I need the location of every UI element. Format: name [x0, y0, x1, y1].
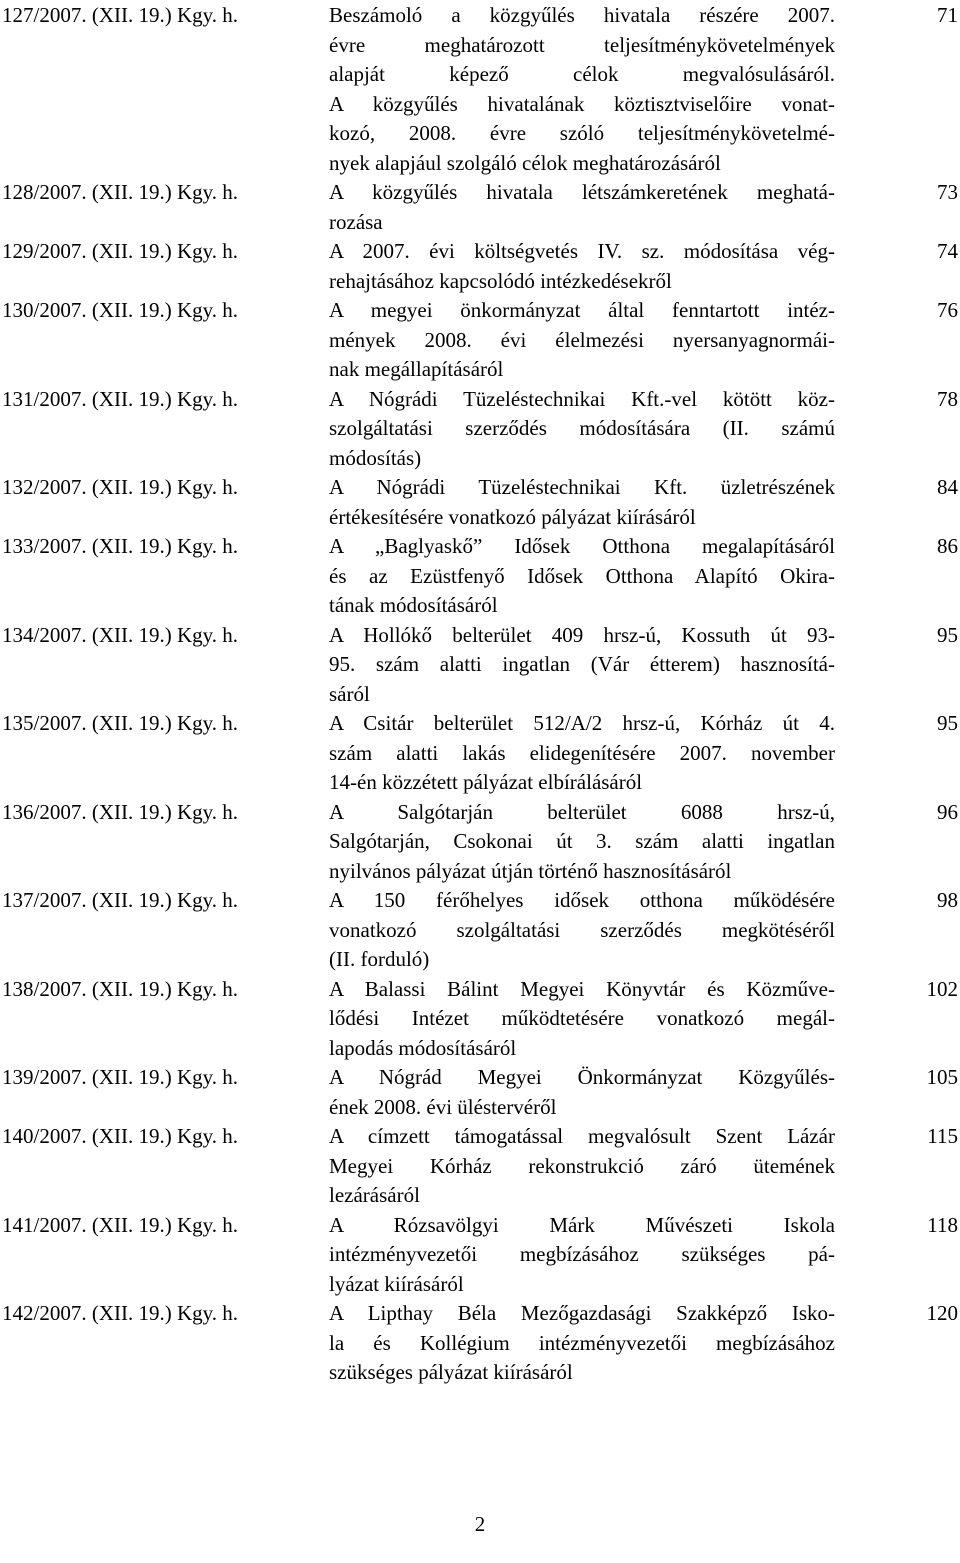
resolution-number: 141/2007. (XII. 19.) Kgy. h. — [2, 1212, 239, 1237]
resolution-number: 130/2007. (XII. 19.) Kgy. h. — [2, 298, 239, 322]
resolution-number: 136/2007. (XII. 19.) Kgy. h. — [2, 799, 239, 824]
title-line: 14-én közzétett pályázat elbírálásáról — [329, 770, 643, 794]
page-reference: 96 — [937, 799, 958, 824]
title-line: ének 2008. évi üléstervéről — [329, 1094, 557, 1119]
resolution-number: 133/2007. (XII. 19.) Kgy. h. — [2, 534, 239, 558]
title-line: rozása — [329, 209, 383, 234]
resolution-title — [329, 798, 835, 887]
resolution-number: 142/2007. (XII. 19.) Kgy. h. — [2, 1301, 239, 1325]
resolution-title — [329, 621, 835, 710]
page-reference: 115 — [927, 1124, 958, 1148]
page-reference: 73 — [937, 180, 958, 204]
title-line: szolgáltatási szerződés módosítására (II. számú — [329, 416, 835, 440]
resolution-title — [329, 1211, 835, 1300]
page-reference: 86 — [937, 534, 958, 558]
title-line: A Csitár belterület 512/A/2 hrsz-ú, Kórház út 4. — [329, 711, 835, 735]
title-line: nak megállapításáról — [329, 357, 504, 381]
page-reference: 118 — [927, 1212, 958, 1237]
page-reference: 120 — [926, 1301, 958, 1325]
page-reference: 95 — [937, 622, 958, 647]
title-line: szám alatti lakás elidegenítésére 2007. november — [329, 740, 835, 765]
title-line: tának módosításáról — [329, 593, 498, 617]
resolution-number: 134/2007. (XII. 19.) Kgy. h. — [2, 622, 239, 647]
title-line: A Hollókő belterület 409 hrsz-ú, Kossuth út 93- — [329, 622, 835, 647]
resolution-number: 132/2007. (XII. 19.) Kgy. h. — [2, 475, 239, 499]
title-line: értékesítésére vonatkozó pályázat kiírásáról — [329, 504, 696, 529]
resolution-number: 139/2007. (XII. 19.) Kgy. h. — [2, 1065, 239, 1089]
title-line: A Lipthay Béla Mezőgazdasági Szakképző Isko- — [329, 1301, 835, 1325]
resolution-title — [329, 1299, 835, 1388]
resolution-title — [329, 178, 835, 237]
title-line: lődési Intézet működtetésére vonatkozó megál- — [329, 1006, 835, 1030]
resolution-number: 138/2007. (XII. 19.) Kgy. h. — [2, 976, 239, 1001]
title-line: intézményvezetői megbízásához szükséges pá- — [329, 1242, 835, 1266]
title-line: A Nógrádi Tüzeléstechnikai Kft.-vel kötött köz- — [329, 386, 835, 411]
page-reference: 74 — [937, 239, 958, 263]
resolution-title — [329, 473, 835, 532]
title-line: Beszámoló a közgyűlés hivatala részére 2007. — [329, 3, 835, 27]
title-line: A Nógrádi Tüzeléstechnikai Kft. üzletrészének — [329, 475, 835, 499]
title-line: 95. szám alatti ingatlan (Vár étterem) hasznosítá- — [329, 652, 835, 676]
resolution-number: 131/2007. (XII. 19.) Kgy. h. — [2, 386, 239, 411]
title-line: lyázat kiírásáról — [329, 1271, 464, 1296]
title-line: lezárásáról — [329, 1183, 420, 1207]
resolution-title — [329, 237, 835, 296]
page-reference: 102 — [926, 976, 958, 1001]
title-line: nyilvános pályázat útján történő hasznosításáról — [329, 858, 732, 883]
title-line: Megyei Kórház rekonstrukció záró ütemének — [329, 1153, 835, 1178]
title-line: kozó, 2008. évre szóló teljesítménykövetelmé- — [329, 121, 835, 145]
title-line: rehajtásához kapcsolódó intézkedésekről — [329, 268, 672, 293]
resolution-title — [329, 1122, 835, 1211]
title-line: évre meghatározott teljesítménykövetelmények — [329, 32, 835, 57]
resolution-title — [329, 385, 835, 474]
resolution-number: 127/2007. (XII. 19.) Kgy. h. — [2, 3, 239, 27]
page-reference: 84 — [937, 475, 958, 499]
title-line: sáról — [329, 681, 370, 706]
resolution-title — [329, 1, 835, 178]
title-line: A 150 férőhelyes idősek otthona működésére — [329, 888, 835, 912]
title-line: nyek alapjául szolgáló célok meghatározásáról — [329, 150, 721, 175]
title-line: A Rózsavölgyi Márk Művészeti Iskola — [329, 1212, 835, 1237]
resolution-number: 135/2007. (XII. 19.) Kgy. h. — [2, 711, 239, 735]
resolution-number: 128/2007. (XII. 19.) Kgy. h. — [2, 180, 239, 204]
title-line: A címzett támogatással megvalósult Szent Lázár — [329, 1124, 835, 1148]
title-line: A megyei önkormányzat által fenntartott intéz- — [329, 298, 835, 322]
page-number: 2 — [474, 1512, 486, 1536]
resolution-number: 137/2007. (XII. 19.) Kgy. h. — [2, 888, 239, 912]
resolution-title — [329, 886, 835, 975]
title-line: A 2007. évi költségvetés IV. sz. módosítása vég- — [329, 239, 835, 263]
page-reference: 95 — [937, 711, 958, 735]
title-line: vonatkozó szolgáltatási szerződés megkötéséről — [329, 917, 835, 942]
title-line: szükséges pályázat kiírásáról — [329, 1360, 573, 1384]
title-line: A Salgótarján belterület 6088 hrsz-ú, — [329, 799, 835, 824]
resolution-title — [329, 1063, 835, 1122]
title-line: lapodás módosításáról — [329, 1035, 517, 1060]
title-line: la és Kollégium intézményvezetői megbízásához — [329, 1330, 835, 1355]
page-reference: 98 — [937, 888, 958, 912]
resolution-title — [329, 532, 835, 621]
resolution-number: 140/2007. (XII. 19.) Kgy. h. — [2, 1124, 239, 1148]
page-reference: 78 — [937, 386, 958, 411]
page-reference: 76 — [937, 298, 958, 322]
resolution-title — [329, 975, 835, 1064]
title-line: alapját képező célok megvalósulásáról. — [329, 62, 835, 86]
title-line: (II. forduló) — [329, 947, 430, 971]
title-line: mények 2008. évi élelmezési nyersanyagnormái- — [329, 327, 835, 352]
title-line: A közgyűlés hivatala létszámkeretének meghatá- — [329, 180, 835, 204]
page-reference: 71 — [937, 3, 958, 27]
page-reference: 105 — [926, 1065, 958, 1089]
title-line: Salgótarján, Csokonai út 3. szám alatti ingatlan — [329, 829, 835, 853]
title-line: A Nógrád Megyei Önkormányzat Közgyűlés- — [329, 1065, 835, 1089]
title-line: A közgyűlés hivatalának köztisztviselőire vonat- — [329, 91, 835, 116]
resolution-title — [329, 709, 835, 798]
title-line: A „Baglyaskő” Idősek Otthona megalapításáról — [329, 534, 835, 558]
resolution-number: 129/2007. (XII. 19.) Kgy. h. — [2, 239, 239, 263]
title-line: A Balassi Bálint Megyei Könyvtár és Közműve- — [329, 976, 835, 1001]
title-line: módosítás) — [329, 445, 422, 470]
title-line: és az Ezüstfenyő Idősek Otthona Alapító Okira- — [329, 563, 835, 588]
resolution-title — [329, 296, 835, 385]
